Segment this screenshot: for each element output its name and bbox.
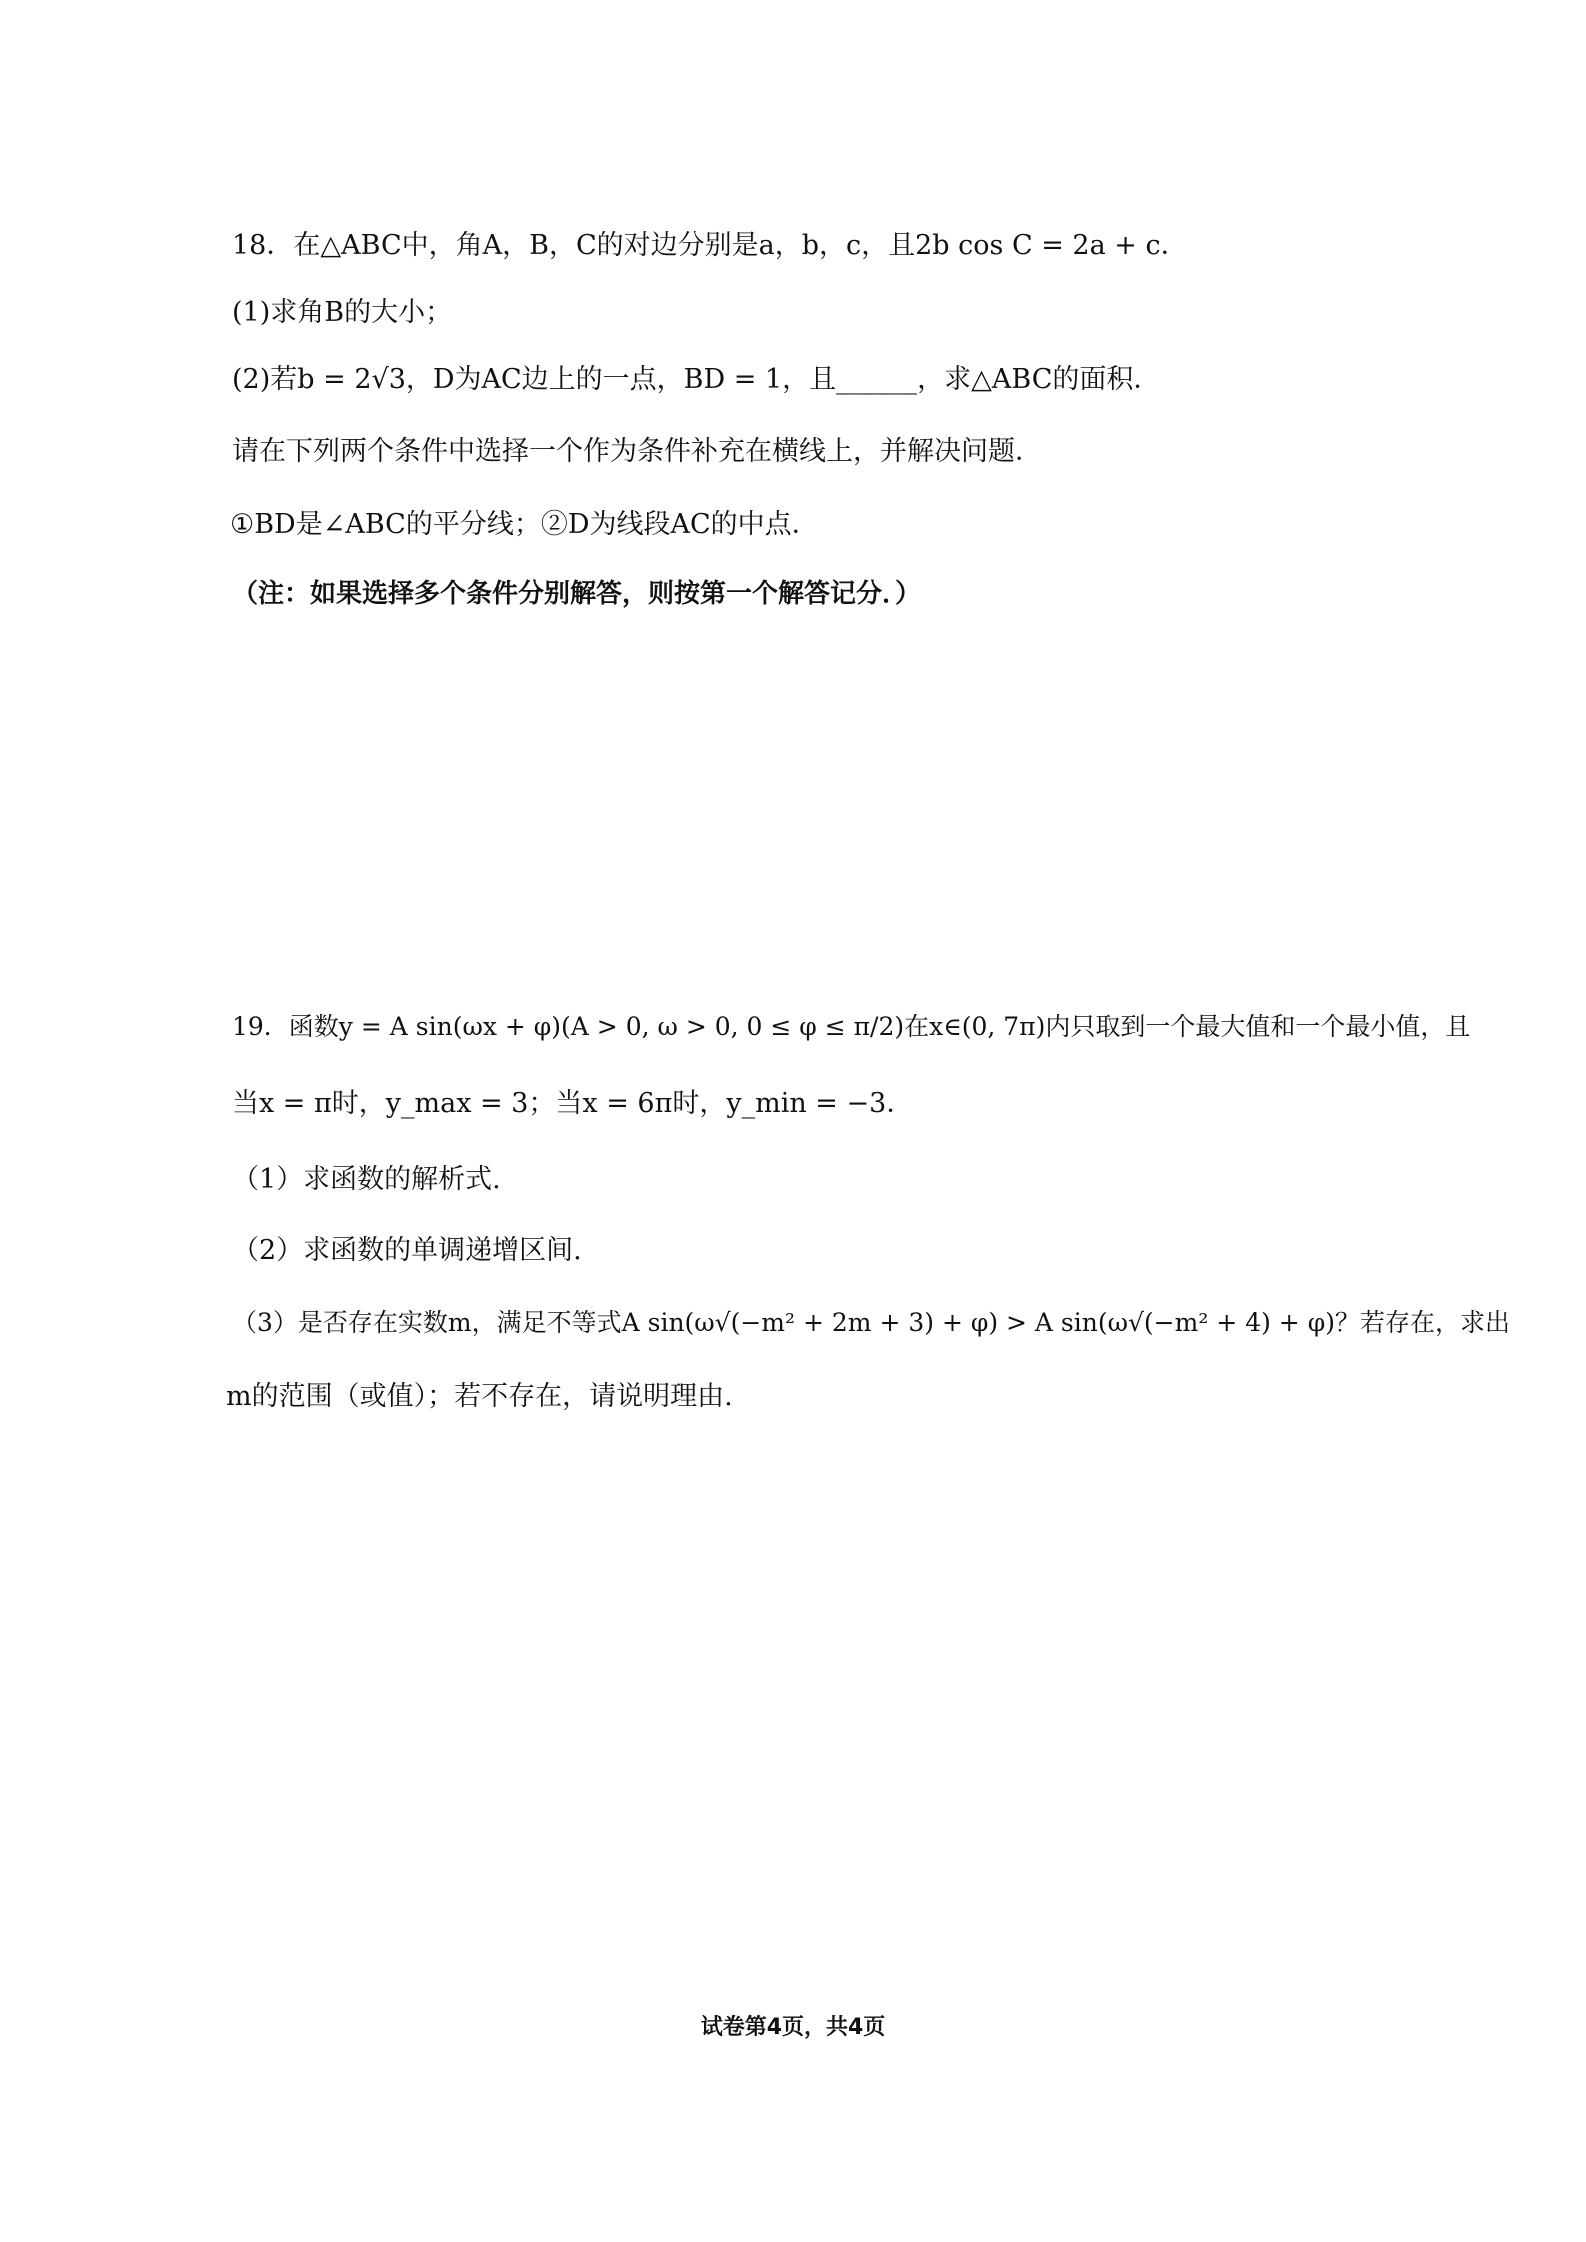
page-footer: 试卷第4页，共4页 bbox=[700, 2015, 886, 2040]
q18-instruction: 请在下列两个条件中选择一个作为条件补充在横线上，并解决问题． bbox=[232, 436, 1042, 467]
q19-part1: （1）求函数的解析式. bbox=[232, 1164, 501, 1195]
q18-part2: (2)若b = 2√3，D为AC边上的一点，BD = 1，且______，求△ABC的面积． bbox=[232, 364, 1161, 395]
q18-stem: 18．在△ABC中，角A，B，C的对边分别是a，b，c，且2b cos C = 2a + c． bbox=[232, 230, 1188, 261]
q19-part3-line2: m的范围（或值）；若不存在，请说明理由. bbox=[226, 1381, 733, 1412]
q19-stem-line2: 当x = π时，y_max = 3；当x = 6π时，y_min = −3． bbox=[232, 1088, 914, 1119]
q19-stem-line1: 19．函数y = A sin(ωx + φ)(A > 0, ω > 0, 0 ≤ φ ≤ π/2)在x∈(0, 7π)内只取到一个最大值和一个最小值，且 bbox=[232, 1012, 1471, 1041]
q18-part1: (1)求角B的大小； bbox=[232, 297, 453, 328]
q19-part3-line1: （3）是否存在实数m，满足不等式A sin(ω√(−m² + 2m + 3) + φ) > A sin(ω√(−m² + 4) + φ)？若存在，求出 bbox=[232, 1308, 1510, 1337]
q19-part2: （2）求函数的单调递增区间. bbox=[232, 1235, 582, 1266]
q18-note: （注：如果选择多个条件分别解答，则按第一个解答记分．） bbox=[232, 579, 922, 609]
q18-options: ①BD是∠ABC的平分线；②D为线段AC的中点． bbox=[230, 509, 819, 540]
